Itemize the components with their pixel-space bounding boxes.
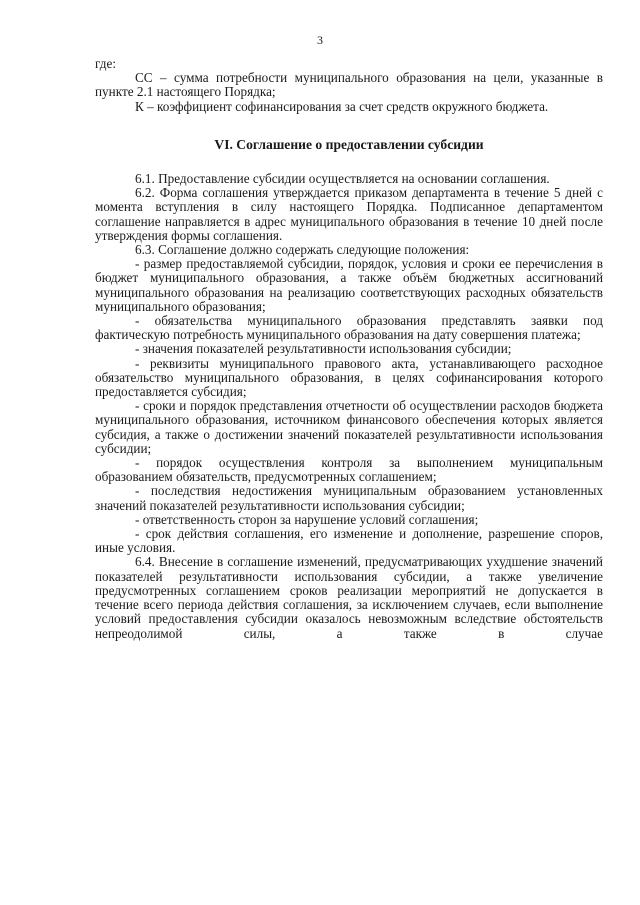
list-item: - обязательства муниципального образования представлять заявки под фактическую потребность муниципального образования на дату совершения платежа;	[95, 313, 603, 343]
page-number: 3	[317, 33, 323, 47]
list-item: - размер предоставляемой субсидии, порядок, условия и сроки ее перечисления в бюджет муниципального образования, а также объём бюджетных ассигнований муниципального образования на реализацию соответствующих расходных обязательств муниципального образования;	[95, 256, 603, 314]
list-item: - порядок осуществления контроля за выполнением муниципальным образованием обязательств, предусмотренных соглашением;	[95, 455, 603, 485]
paragraph-6-2: 6.2. Форма соглашения утверждается приказом департамента в течение 5 дней с момента вступления в силу настоящего Порядка. Подписанное департаментом соглашение направляется в адрес муниципального образования в течение 10 дней после утверждения формы соглашения.	[95, 185, 603, 243]
list-item: - реквизиты муниципального правового акта, устанавливающего расходное обязательство муниципального образования, в целях софинансирования которого предоставляется субсидия;	[95, 355, 603, 400]
paragraph-6-3: 6.3. Соглашение должно содержать следующие положения:	[135, 242, 470, 258]
paragraph-6-1: 6.1. Предоставление субсидии осуществляется на основании соглашения.	[135, 171, 550, 186]
where-label: где:	[95, 56, 116, 71]
list-item: - сроки и порядок представления отчетности об осуществлении расходов бюджета муниципального образования, источником финансового обеспечения которых является субсидия, а также о достижении значений показателей результативности использования субсидии;	[95, 398, 603, 456]
cc-definition: СС – сумма потребности муниципального образования на цели, указанные в пункте 2.1 настоящего Порядка;	[95, 70, 603, 100]
list-item: - ответственность сторон за нарушение условий соглашения;	[135, 511, 479, 527]
list-item: - последствия недостижения муниципальным образованием установленных значений показателей результативности использования субсидии;	[95, 483, 603, 513]
list-item: - значения показателей результативности использования субсидии;	[135, 341, 512, 357]
section-body	[95, 172, 603, 641]
list-item: - срок действия соглашения, его изменение и дополнение, разрешение споров, иные условия.	[95, 526, 603, 556]
k-definition: К – коэффициент софинансирования за счет средств окружного бюджета.	[135, 98, 549, 114]
formula-legend	[95, 57, 603, 114]
section-heading: VI. Соглашение о предоставлении субсидии	[214, 137, 484, 152]
paragraph-6-4: 6.4. Внесение в соглашение изменений, предусматривающих ухудшение значений показателей результативности использования субсидии, а также увеличение предусмотренных соглашением сроков реализации мероприятий не допускается в течение всего периода действия соглашения, за исключением случаев, если выполнение условий предоставления субсидии оказалось невозможным вследствие обстоятельств непреодолимой силы, а также в случае	[95, 554, 603, 641]
